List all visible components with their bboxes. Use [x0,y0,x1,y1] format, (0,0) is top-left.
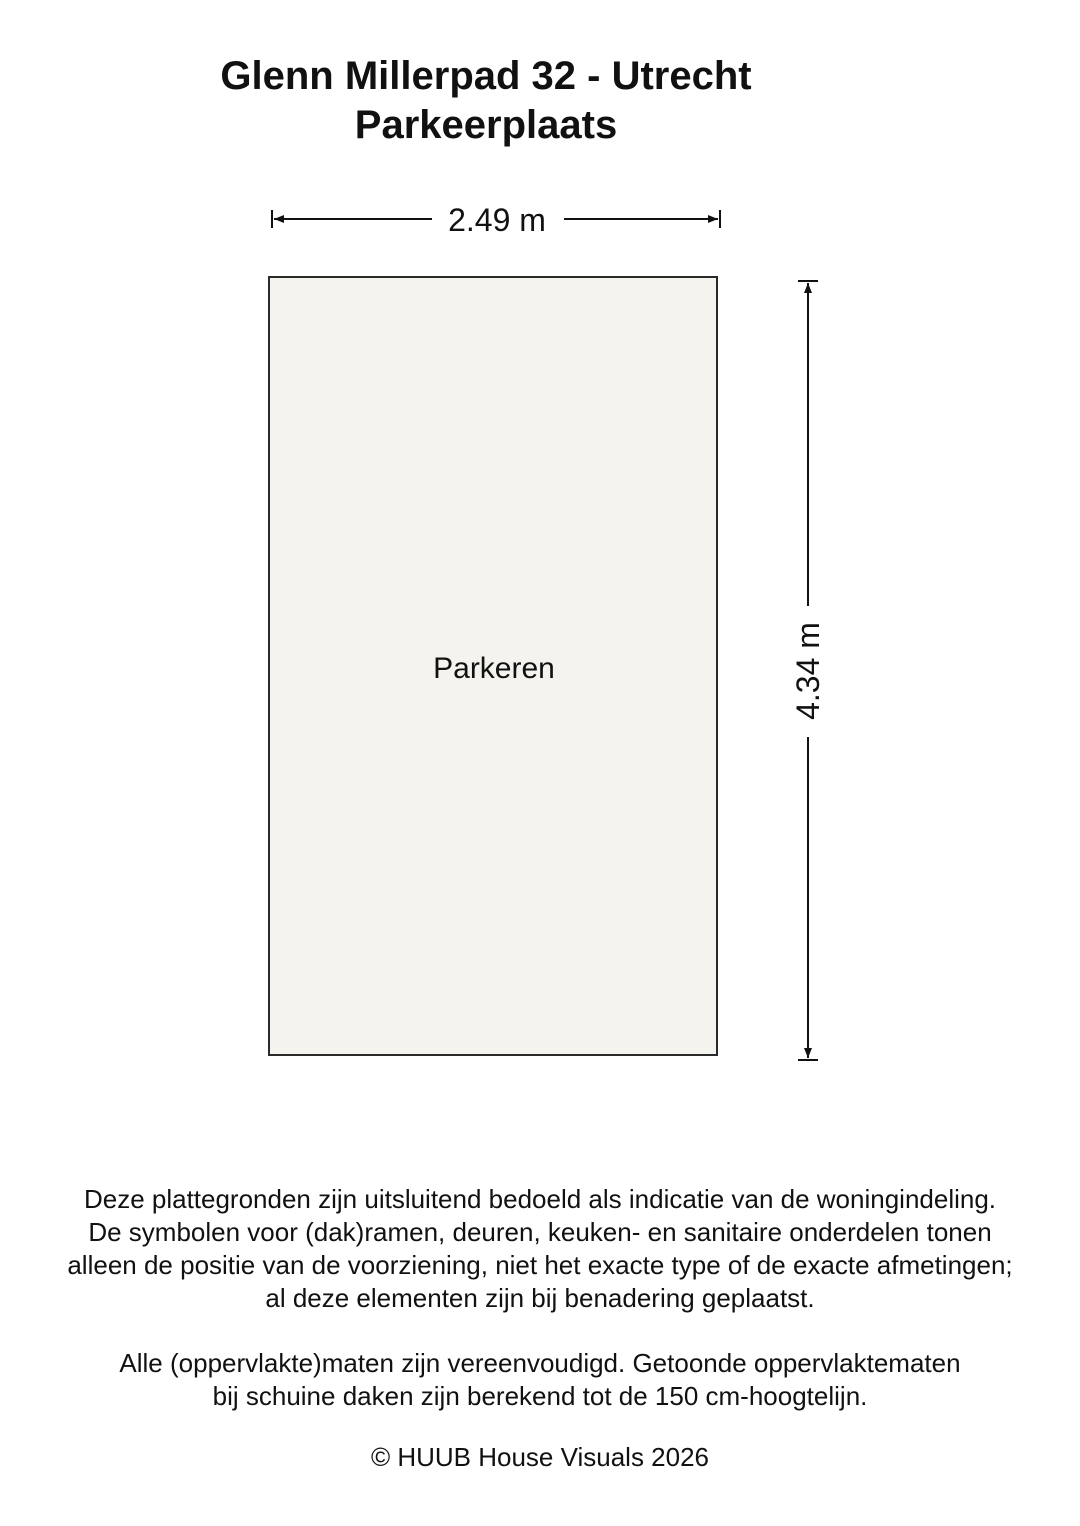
page-subtitle: Parkeerplaats [354,103,618,147]
disclaimer-line: De symbolen voor (dak)ramen, deuren, keuken- en sanitaire onderdelen tonen [88,1217,992,1247]
height-dimension-label: 4.34 m [790,622,826,720]
disclaimer-line: alleen de positie van de voorziening, niet het exacte type of de exacte afmetingen; [67,1250,1013,1280]
disclaimer-line: bij schuine daken zijn berekend tot de 150 cm-hoogtelijn. [212,1381,868,1411]
width-dimension [272,202,720,238]
width-dimension-label: 2.49 m [448,202,546,238]
disclaimer-line: al deze elementen zijn bij benadering geplaatst. [265,1283,815,1313]
copyright-notice: © HUUB House Visuals 2026 [370,1442,710,1472]
disclaimer-line: Deze plattegronden zijn uitsluitend bedoeld als indicatie van de woningindeling. [83,1184,997,1214]
page-title: Glenn Millerpad 32 - Utrecht [220,54,752,98]
room-label: Parkeren [433,652,555,685]
height-dimension [790,281,826,1060]
disclaimer-line: Alle (oppervlakte)maten zijn vereenvoudigd. Getoonde oppervlaktematen [119,1348,961,1378]
